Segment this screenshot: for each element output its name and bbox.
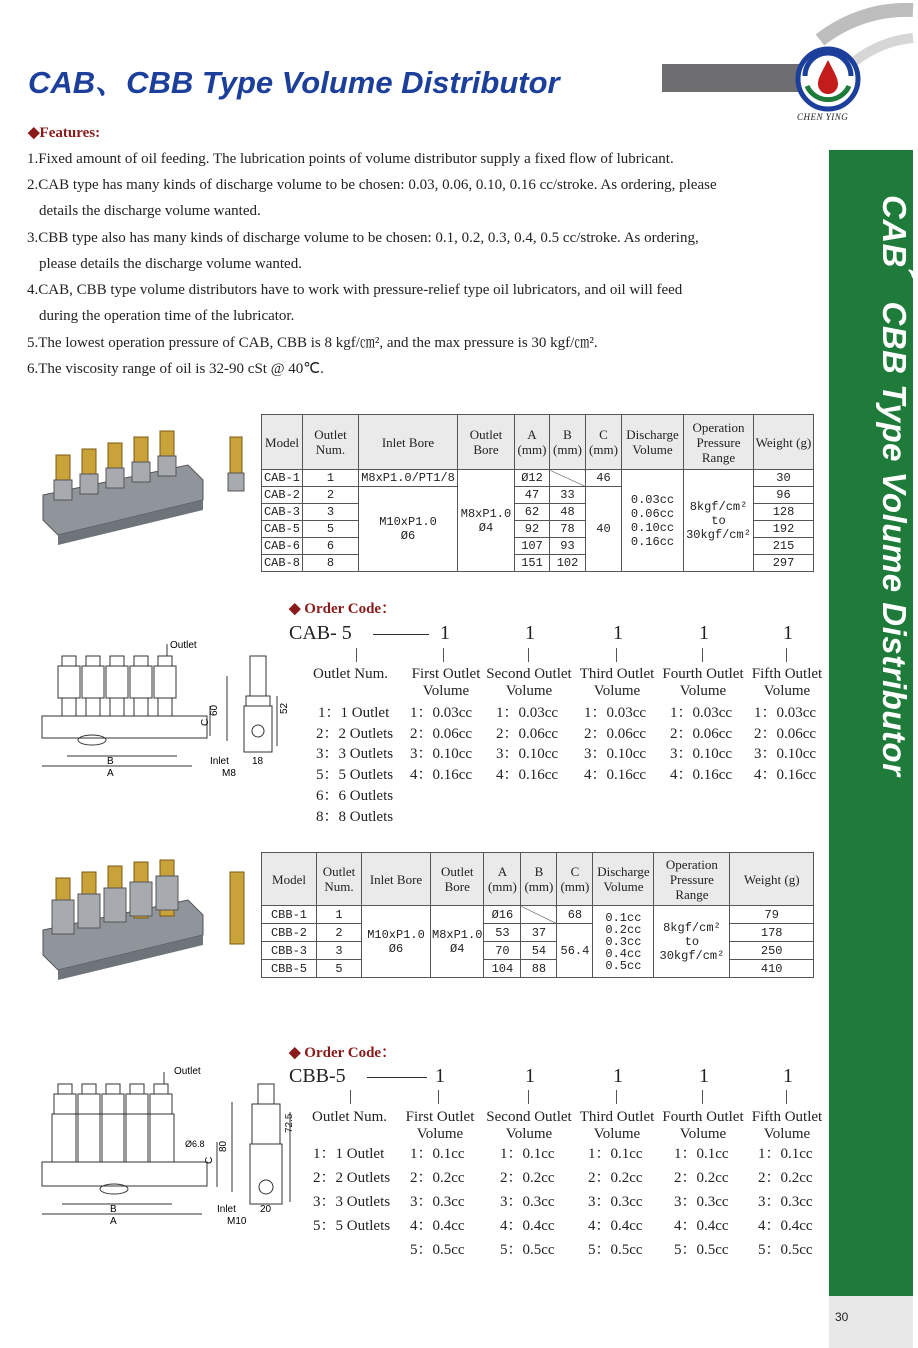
volume-option: 2：0.06cc <box>496 726 559 742</box>
cbb-order-prefix: CBB-5 <box>289 1065 346 1087</box>
col-outlet-bore: Outlet Bore <box>458 415 515 470</box>
feature-item: 1.Fixed amount of oil feeding. The lubrication points of volume distributor supply a fixed flow of lubricant. <box>27 151 674 167</box>
col-pressure: Operation Pressure Range <box>654 853 730 906</box>
col-head: First Outlet Volume <box>405 1109 475 1142</box>
col-head: First Outlet Volume <box>411 666 481 699</box>
volume-option: 1：0.03cc <box>670 705 733 721</box>
outlet-option: 2：2 Outlets <box>313 1170 391 1186</box>
volume-option: 3：0.3cc <box>674 1194 729 1210</box>
volume-option: 1：0.03cc <box>496 705 559 721</box>
cab-dimension-drawing <box>22 636 290 784</box>
dim-20: 20 <box>260 1204 272 1215</box>
inlet-label: Inlet <box>217 1204 236 1215</box>
order-digit: 1 <box>699 1065 709 1087</box>
cbb-order-heading: ◆ Order Code： <box>289 1045 397 1061</box>
order-line <box>367 1077 427 1078</box>
table-row: CBB-5 5 104 88 410 <box>262 960 814 978</box>
col-b: B (mm) <box>521 853 557 906</box>
dim-60: 60 <box>209 704 220 716</box>
volume-option: 2：0.2cc <box>674 1170 729 1186</box>
volume-option: 3：0.10cc <box>584 746 647 762</box>
volume-option: 2：0.2cc <box>500 1170 555 1186</box>
cab-spec-table <box>261 414 814 572</box>
outlet-option: 3：3 Outlets <box>316 746 394 762</box>
col-c: C (mm) <box>586 415 622 470</box>
a-label: A <box>107 768 114 779</box>
volume-option: 4：0.16cc <box>584 767 647 783</box>
volume-option: 1：0.1cc <box>674 1146 729 1162</box>
col-discharge: Discharge Volume <box>622 415 684 470</box>
dim-80: 80 <box>218 1140 229 1152</box>
col-inlet-bore: Inlet Bore <box>359 415 458 470</box>
m-label: M8 <box>222 768 236 779</box>
dim-18: 18 <box>252 756 264 767</box>
order-digit: 1 <box>699 622 709 644</box>
volume-option: 2：0.06cc <box>754 726 817 742</box>
col-outlet-num: Outlet Num. <box>303 415 359 470</box>
cbb-product-image <box>38 860 258 990</box>
outlet-option: 5：5 Outlets <box>316 767 394 783</box>
table-row: CAB-8 8 151 102 297 <box>262 555 814 572</box>
col-pressure: Operation Pressure Range <box>684 415 754 470</box>
outlet-option: 5：5 Outlets <box>313 1218 391 1234</box>
col-outlet-num-head: Outlet Num. <box>312 1109 387 1125</box>
dim-72-5: 72.5 <box>284 1113 295 1133</box>
col-model: Model <box>262 853 317 906</box>
volume-option: 3：0.3cc <box>500 1194 555 1210</box>
feature-item: 3.CBB type also has many kinds of discharge volume to be chosen: 0.1, 0.2, 0.3, 0.4, 0.5 cc/stroke. As ordering, please details the discharge volume wanted. <box>27 230 699 272</box>
col-model: Model <box>262 415 303 470</box>
outlet-option: 6：6 Outlets <box>316 788 394 804</box>
volume-option: 3：0.10cc <box>496 746 559 762</box>
volume-option: 5：0.5cc <box>410 1242 465 1258</box>
volume-option: 4：0.16cc <box>754 767 817 783</box>
col-head: Fourth Outlet Volume <box>662 1109 744 1142</box>
volume-option: 1：0.03cc <box>410 705 473 721</box>
outlet-option: 2：2 Outlets <box>316 726 394 742</box>
volume-option: 2：0.2cc <box>758 1170 813 1186</box>
table-row: CAB-1 1 M8xP1.0/PT1/8 M8xP1.0 Ø4 Ø12 46 0.03cc 0.06cc 0.10cc 0.16cc 8kgf/cm² to 30kgf/cm² 30 <box>262 470 814 487</box>
b-label: B <box>107 756 114 767</box>
order-digit: 1 <box>613 1065 623 1087</box>
outlet-option: 1：1 Outlet <box>318 705 390 721</box>
volume-option: 1：0.1cc <box>588 1146 643 1162</box>
table-row: CAB-5 5 92 78 192 <box>262 521 814 538</box>
col-head: Fifth Outlet Volume <box>751 1109 823 1142</box>
cab-order-heading: ◆ Order Code： <box>289 601 397 617</box>
logo-text: CHEN YING <box>797 112 849 122</box>
volume-option: 3：0.3cc <box>588 1194 643 1210</box>
volume-option: 3：0.10cc <box>754 746 817 762</box>
features-heading: ◆Features: <box>28 125 101 141</box>
dim-52: 52 <box>279 702 290 714</box>
volume-option: 1：0.1cc <box>500 1146 555 1162</box>
side-title: CAB、CBB Type Volume Distributor <box>876 195 913 777</box>
dim-6-8: Ø6.8 <box>185 1139 205 1149</box>
col-inlet-bore: Inlet Bore <box>362 853 431 906</box>
volume-option: 4：0.4cc <box>588 1218 643 1234</box>
order-digit: 1 <box>613 622 623 644</box>
outlet-label: Outlet <box>170 640 197 651</box>
c-label: C <box>200 718 211 726</box>
outlet-label: Outlet <box>174 1066 201 1077</box>
volume-option: 2：0.2cc <box>588 1170 643 1186</box>
volume-option: 4：0.16cc <box>670 767 733 783</box>
volume-option: 1：0.1cc <box>758 1146 813 1162</box>
volume-option: 1：0.03cc <box>754 705 817 721</box>
order-digit: 1 <box>525 622 535 644</box>
feature-item: 5.The lowest operation pressure of CAB, CBB is 8 kgf/㎝², and the max pressure is 30 kgf/㎝². <box>27 335 598 351</box>
table-row: CBB-2 2 53 37 56.4 178 <box>262 924 814 942</box>
table-row: CAB-2 2 M10xP1.0 Ø6 47 33 40 96 <box>262 487 814 504</box>
volume-option: 2：0.06cc <box>584 726 647 742</box>
table-row: CAB-6 6 107 93 215 <box>262 538 814 555</box>
volume-option: 2：0.06cc <box>670 726 733 742</box>
volume-option: 4：0.16cc <box>496 767 559 783</box>
cab-product-image <box>38 425 258 555</box>
col-head: Fifth Outlet Volume <box>751 666 823 699</box>
outlet-option: 3：3 Outlets <box>313 1194 391 1210</box>
order-digit: 1 <box>440 622 450 644</box>
feature-item: 2.CAB type has many kinds of discharge volume to be chosen: 0.03, 0.06, 0.10, 0.16 cc/stroke. As ordering, please details the discharge volume wanted. <box>27 177 717 219</box>
volume-option: 5：0.5cc <box>588 1242 643 1258</box>
volume-option: 1：0.1cc <box>410 1146 465 1162</box>
col-a: A (mm) <box>484 853 521 906</box>
col-head: Second Outlet Volume <box>486 666 572 699</box>
table-row: CBB-1 1 M10xP1.0 Ø6 M8xP1.0 Ø4 Ø16 68 0.1cc 0.2cc 0.3cc 0.4cc 0.5cc 8kgf/cm² to 30kgf/cm² 79 <box>262 906 814 924</box>
page-number: 30 <box>835 1310 849 1324</box>
outlet-option: 1：1 Outlet <box>313 1146 385 1162</box>
volume-option: 5：0.5cc <box>500 1242 555 1258</box>
m-label: M10 <box>227 1216 247 1227</box>
cab-order-prefix: CAB- 5 <box>289 622 352 644</box>
col-discharge: Discharge Volume <box>593 853 654 906</box>
page-title: CAB、CBB Type Volume Distributor <box>28 65 560 100</box>
volume-option: 4：0.4cc <box>758 1218 813 1234</box>
outlet-option: 8：8 Outlets <box>316 809 394 825</box>
feature-item: 6.The viscosity range of oil is 32-90 cSt @ 40℃. <box>27 361 324 377</box>
volume-option: 1：0.03cc <box>584 705 647 721</box>
chen-ying-logo <box>795 46 861 112</box>
volume-option: 3：0.10cc <box>410 746 473 762</box>
title-bar <box>662 64 812 92</box>
col-outlet-num-head: Outlet Num. <box>313 666 388 682</box>
volume-option: 2：0.2cc <box>410 1170 465 1186</box>
order-digit: 1 <box>435 1065 445 1087</box>
volume-option: 4：0.16cc <box>410 767 473 783</box>
order-line <box>373 634 429 635</box>
volume-option: 4：0.4cc <box>674 1218 729 1234</box>
col-head: Third Outlet Volume <box>579 1109 655 1142</box>
b-label: B <box>110 1204 117 1215</box>
col-c: C (mm) <box>557 853 593 906</box>
cbb-spec-table <box>261 852 814 978</box>
col-head: Third Outlet Volume <box>579 666 655 699</box>
col-head: Fourth Outlet Volume <box>662 666 744 699</box>
feature-item: 4.CAB, CBB type volume distributors have to work with pressure-relief type oil lubricators, and oil will feed during the operation time of the lubricator. <box>27 282 683 324</box>
table-row: CBB-3 3 70 54 250 <box>262 942 814 960</box>
col-a: A (mm) <box>515 415 550 470</box>
col-outlet-bore: Outlet Bore <box>431 853 484 906</box>
c-label: C <box>204 1156 215 1164</box>
col-b: B (mm) <box>550 415 586 470</box>
col-weight: Weight (g) <box>730 853 814 906</box>
table-row: CAB-3 3 62 48 128 <box>262 504 814 521</box>
volume-option: 5：0.5cc <box>758 1242 813 1258</box>
order-digit: 1 <box>783 1065 793 1087</box>
volume-option: 3：0.3cc <box>410 1194 465 1210</box>
col-head: Second Outlet Volume <box>486 1109 572 1142</box>
volume-option: 3：0.10cc <box>670 746 733 762</box>
col-outlet-num: Outlet Num. <box>317 853 362 906</box>
volume-option: 3：0.3cc <box>758 1194 813 1210</box>
volume-option: 5：0.5cc <box>674 1242 729 1258</box>
inlet-label: Inlet <box>210 756 229 767</box>
cbb-dimension-drawing <box>22 1062 292 1232</box>
order-digit: 1 <box>525 1065 535 1087</box>
volume-option: 4：0.4cc <box>410 1218 465 1234</box>
col-weight: Weight (g) <box>754 415 814 470</box>
a-label: A <box>110 1216 117 1227</box>
volume-option: 2：0.06cc <box>410 726 473 742</box>
volume-option: 4：0.4cc <box>500 1218 555 1234</box>
order-digit: 1 <box>783 622 793 644</box>
